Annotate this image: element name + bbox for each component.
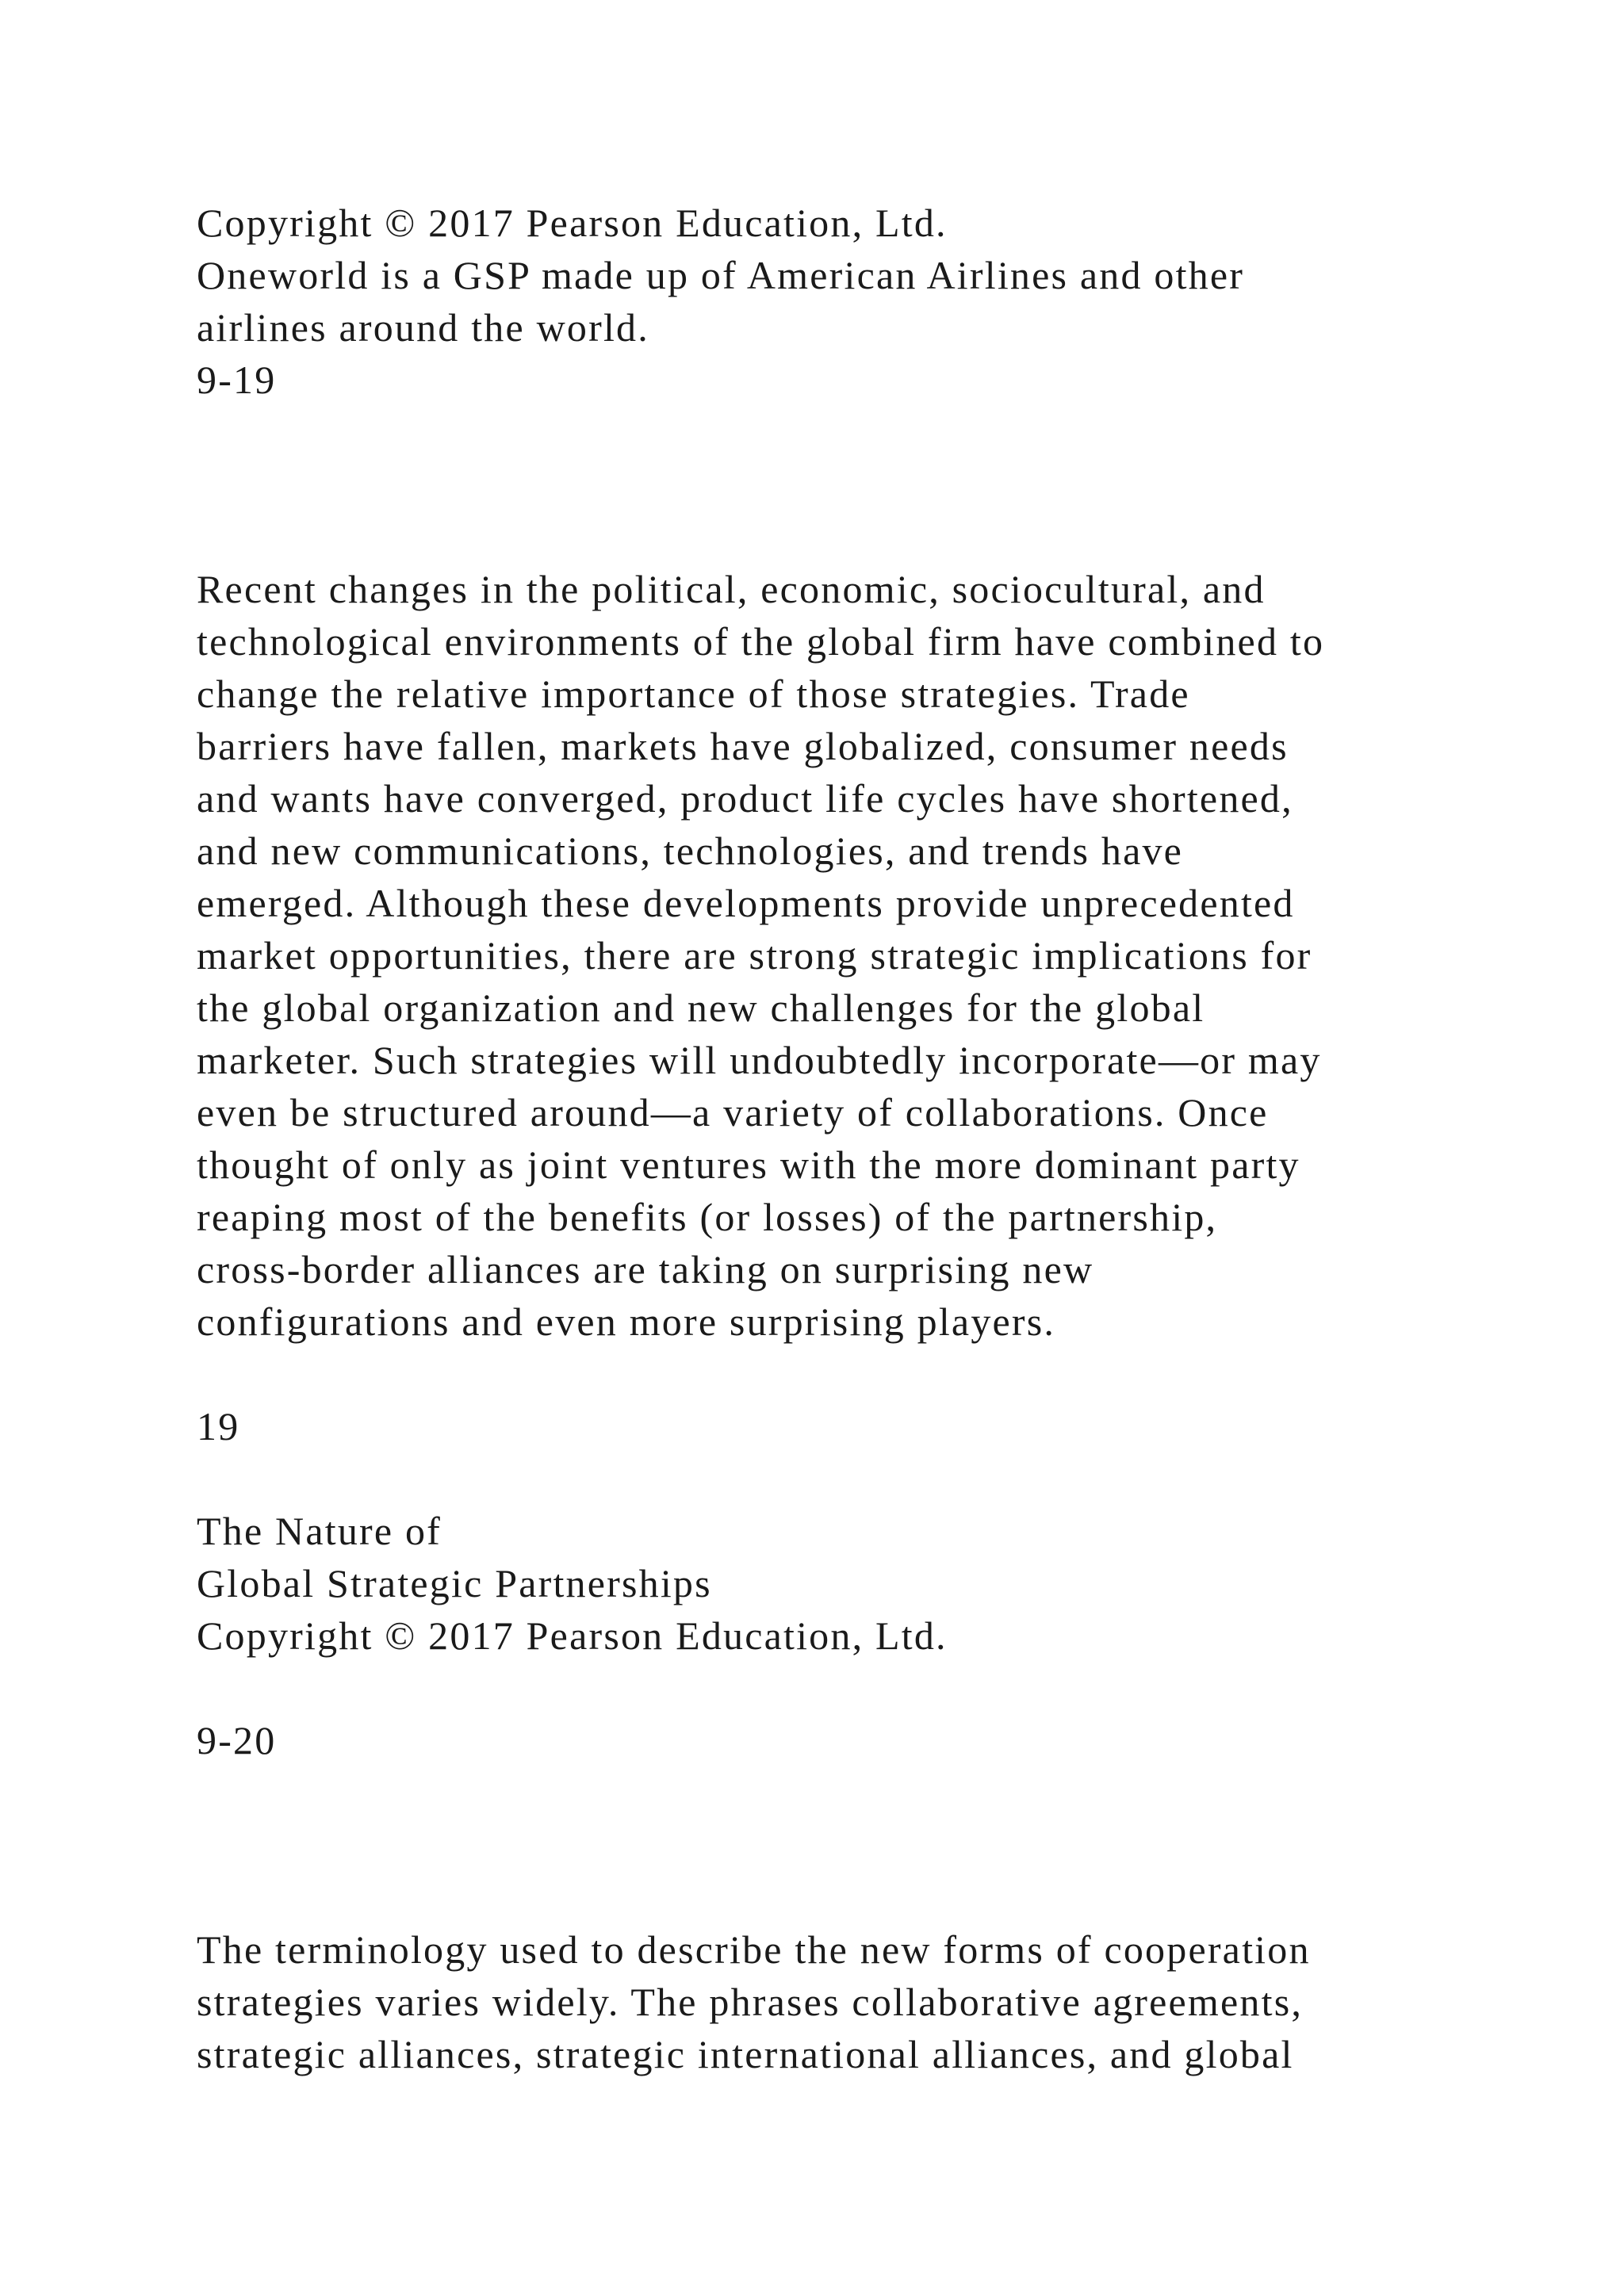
text-line: Oneworld is a GSP made up of American Airlines and other — [197, 253, 1245, 297]
text-line: marketer. Such strategies will undoubtedly incorporate—or may — [197, 1038, 1322, 1082]
heading-line: The Nature of — [197, 1509, 442, 1553]
text-line: technological environments of the global firm have combined to — [197, 619, 1325, 664]
text-line: Recent changes in the political, economic, sociocultural, and — [197, 567, 1266, 611]
slide-number: 9-19 — [197, 358, 277, 402]
text-line: strategies varies widely. The phrases collaborative agreements, — [197, 1980, 1304, 2024]
text-line: and wants have converged, product life cycles have shortened, — [197, 776, 1293, 821]
text-line: cross-border alliances are taking on surprising new — [197, 1247, 1094, 1292]
text-line: even be structured around—a variety of collaborations. Once — [197, 1090, 1269, 1135]
text-line: barriers have fallen, markets have globalized, consumer needs — [197, 724, 1289, 768]
copyright-line: Copyright © 2017 Pearson Education, Ltd. — [197, 201, 948, 245]
copyright-line: Copyright © 2017 Pearson Education, Ltd. — [197, 1613, 948, 1658]
page-number: 19 — [197, 1404, 240, 1448]
text-line: thought of only as joint ventures with the more dominant party — [197, 1142, 1300, 1187]
text-line: and new communications, technologies, and trends have — [197, 828, 1184, 873]
text-line: configurations and even more surprising players. — [197, 1299, 1056, 1344]
text-line: reaping most of the benefits (or losses) of the partnership, — [197, 1195, 1218, 1239]
slide-number: 9-20 — [197, 1718, 277, 1762]
text-line: The terminology used to describe the new forms of cooperation — [197, 1927, 1311, 1972]
text-line: strategic alliances, strategic international alliances, and global — [197, 2032, 1294, 2076]
text-line: market opportunities, there are strong strategic implications for — [197, 933, 1312, 978]
heading-line: Global Strategic Partnerships — [197, 1561, 712, 1605]
text-line: airlines around the world. — [197, 305, 649, 350]
text-line: change the relative importance of those strategies. Trade — [197, 672, 1190, 716]
text-line: the global organization and new challenges for the global — [197, 985, 1205, 1030]
text-line: emerged. Although these developments provide unprecedented — [197, 881, 1295, 925]
